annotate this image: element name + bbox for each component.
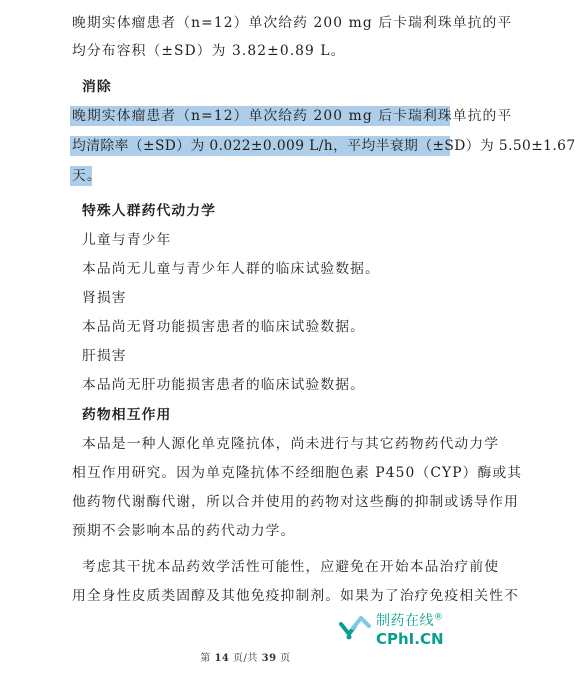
section-heading-special-populations: 特殊人群药代动力学 (82, 203, 217, 219)
text-line: 本品是一种人源化单克隆抗体，尚未进行与其它药物药代动力学 (82, 436, 500, 452)
page-label-suffix: 页 (276, 653, 291, 664)
page-label-middle: 页/共 (229, 653, 262, 664)
paragraph-hepatic: 本品尚无肝功能损害患者的临床试验数据。 (82, 377, 366, 393)
text-line: 均分布容积（±SD）为 3.82±0.89 L。 (72, 43, 346, 59)
cphi-watermark-logo (338, 608, 478, 652)
logo-english-text: CPhI.CN (376, 630, 444, 648)
section-heading-elimination: 消除 (82, 79, 112, 95)
text-line: 他药物代谢酶代谢，所以合并使用的药物对这些酶的抑制或诱导作用 (72, 494, 519, 510)
logo-chinese-text: 制药在线® (376, 612, 444, 629)
text-line-highlighted: 天。 (72, 168, 102, 184)
paragraph-children: 本品尚无儿童与青少年人群的临床试验数据。 (82, 261, 380, 277)
subheading-hepatic: 肝损害 (82, 348, 127, 364)
text-line-highlighted: 晚期实体瘤患者（n=12）单次给药 200 mg 后卡瑞利珠单抗的平 (72, 108, 513, 124)
cphi-logo-icon (338, 614, 372, 642)
page-current: 14 (214, 653, 230, 664)
page-label-prefix: 第 (200, 653, 215, 664)
text-line: 用全身性皮质类固醇及其他免疫抑制剂。如果为了治疗免疫相关性不 (72, 588, 519, 604)
text-line: 考虑其干扰本品药效学活性可能性，应避免在开始本品治疗前使 (82, 559, 500, 575)
section-heading-interactions: 药物相互作用 (82, 407, 172, 423)
paragraph-renal: 本品尚无肾功能损害患者的临床试验数据。 (82, 319, 366, 335)
registered-mark: ® (434, 612, 444, 623)
text-line-highlighted: 均清除率（±SD）为 0.022±0.009 L/h，平均半衰期（±SD）为 5.50±1.67 (72, 138, 576, 154)
subheading-children: 儿童与青少年 (82, 232, 172, 248)
subheading-renal: 肾损害 (82, 290, 127, 306)
text-line: 相互作用研究。因为单克隆抗体不经细胞色素 P450（CYP）酶或其 (72, 465, 523, 481)
text-line: 晚期实体瘤患者（n=12）单次给药 200 mg 后卡瑞利珠单抗的平 (72, 15, 513, 31)
text-line: 预期不会影响本品的药代动力学。 (72, 523, 296, 539)
page-total: 39 (261, 653, 277, 664)
